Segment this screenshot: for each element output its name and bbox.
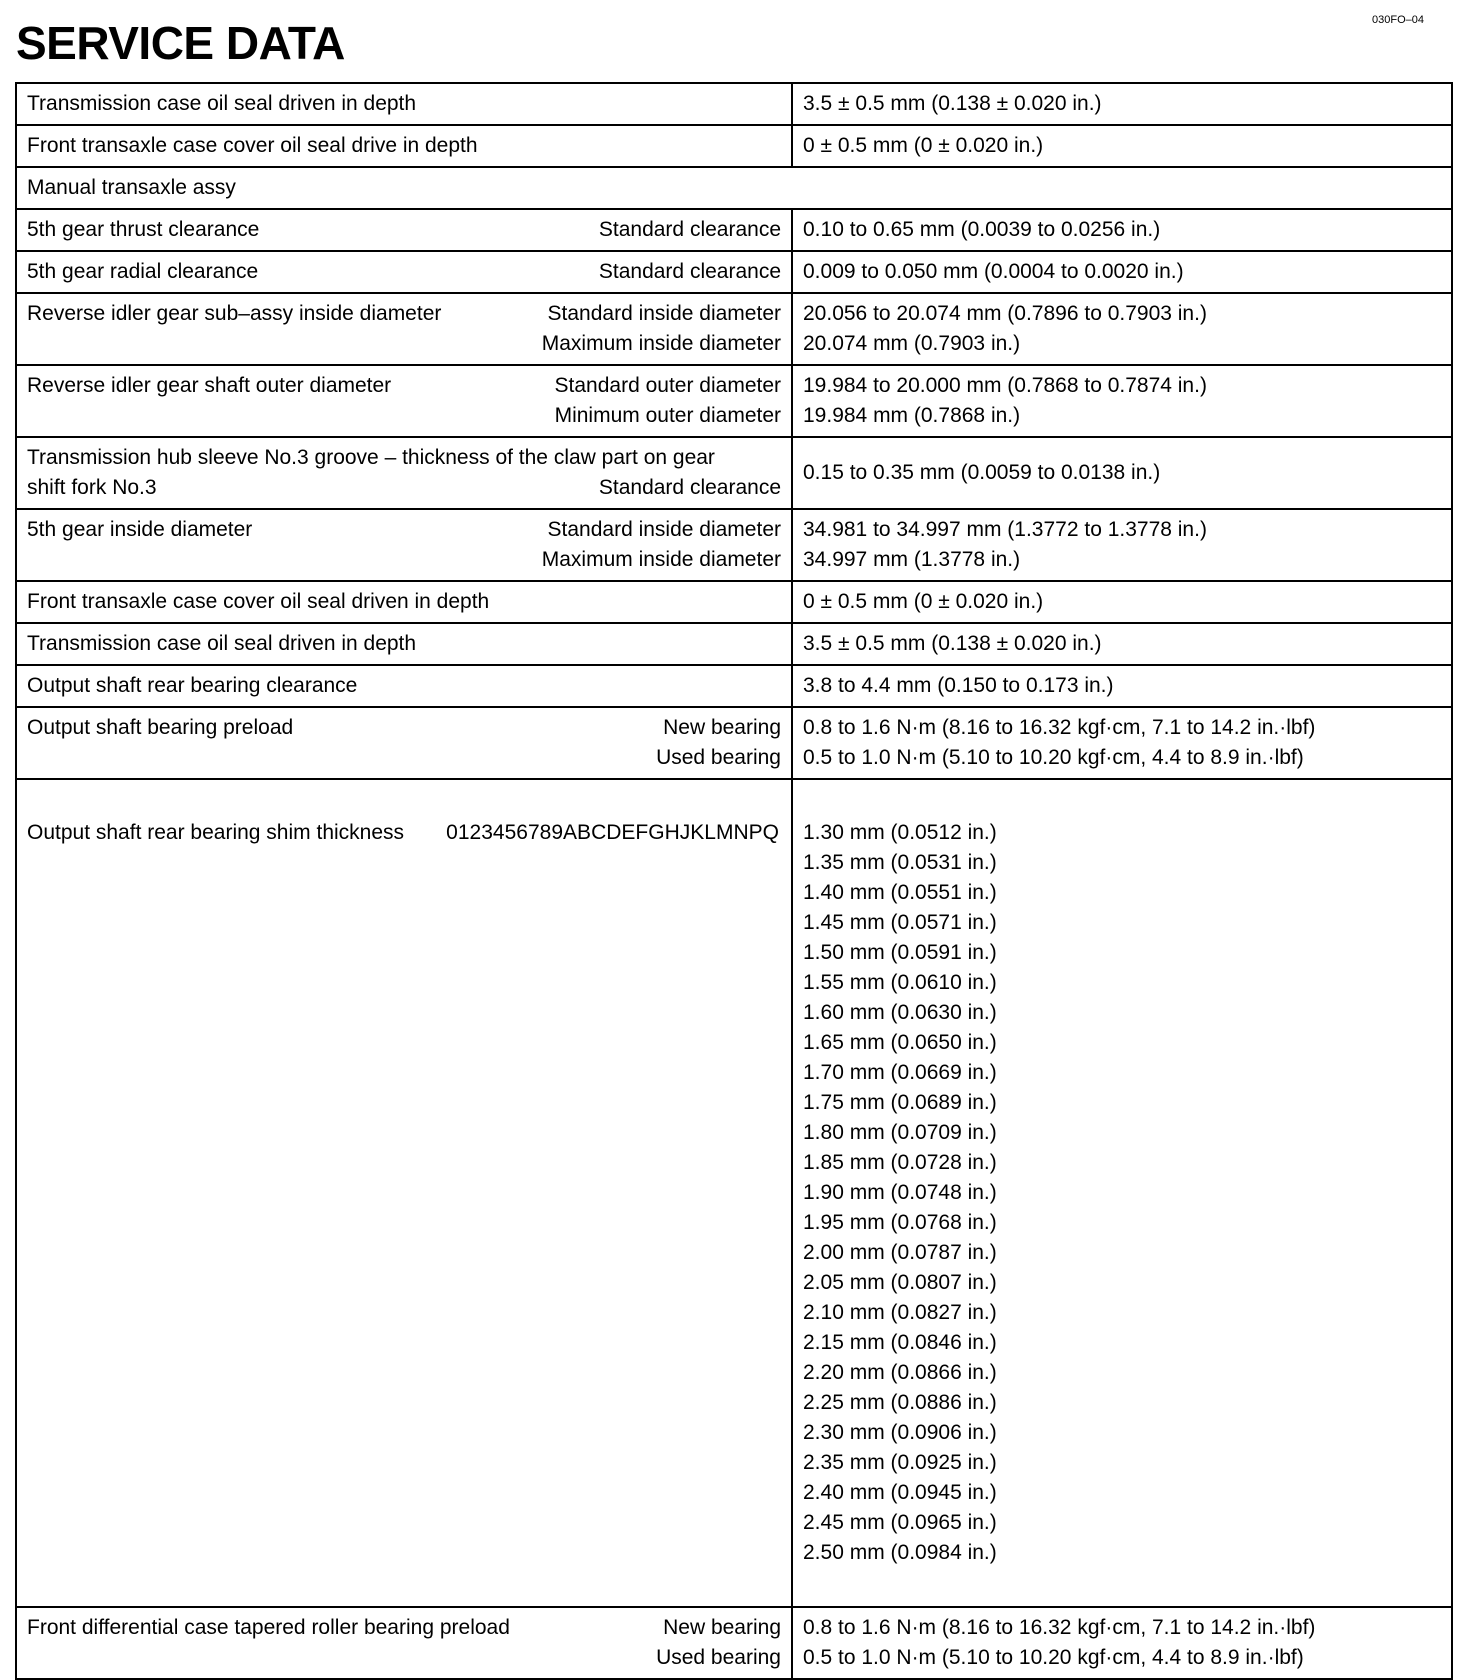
shim-thickness: 1.65 mm (0.0650 in.) — [803, 1031, 997, 1054]
table-row — [16, 209, 1452, 251]
spec-condition: Standard outer diameter — [554, 374, 781, 397]
shim-thickness: 2.15 mm (0.0846 in.) — [803, 1331, 997, 1354]
shim-code: 4 — [492, 821, 505, 844]
shim-code: N — [733, 821, 749, 844]
spec-value: 0.15 to 0.35 mm (0.0059 to 0.0138 in.) — [792, 437, 1452, 509]
spec-label-cell — [16, 365, 792, 437]
spec-label: 5th gear radial clearance — [27, 260, 259, 283]
shim-thickness: 1.95 mm (0.0768 in.) — [803, 1211, 997, 1234]
shim-code: M — [715, 821, 734, 844]
service-data-table — [15, 82, 1453, 1680]
shim-code: 8 — [539, 821, 552, 844]
page-title: SERVICE DATA — [16, 17, 345, 69]
table-row — [16, 665, 1452, 707]
shim-code: P — [748, 821, 763, 844]
spec-value: 34.997 mm (1.3778 in.) — [803, 548, 1021, 571]
spec-value: 0.5 to 1.0 N·m (5.10 to 10.20 kgf·cm, 4.4 to 8.9 in.·lbf) — [803, 746, 1304, 769]
shim-code: J — [679, 821, 691, 844]
spec-value: 20.074 mm (0.7903 in.) — [803, 332, 1021, 355]
spec-value: 19.984 to 20.000 mm (0.7868 to 0.7874 in.) — [803, 374, 1207, 397]
document-code: 030FO–04 — [1372, 14, 1424, 26]
shim-code: H — [664, 821, 680, 844]
spec-label-cell — [16, 1607, 792, 1679]
spec-label: Front transaxle case cover oil seal driven in depth — [16, 581, 792, 623]
spec-label: Output shaft rear bearing clearance — [16, 665, 792, 707]
spec-label-cell — [16, 293, 792, 365]
spec-label: 5th gear thrust clearance — [27, 218, 260, 241]
table-row — [16, 707, 1452, 779]
shim-thickness: 2.00 mm (0.0787 in.) — [803, 1241, 997, 1264]
spec-label: Front differential case tapered roller bearing preload — [27, 1616, 510, 1639]
shim-code-list — [446, 818, 781, 848]
spec-value-cell — [792, 365, 1452, 437]
shim-code: L — [704, 821, 716, 844]
shim-thickness: 2.10 mm (0.0827 in.) — [803, 1301, 997, 1324]
table-row — [16, 509, 1452, 581]
shim-thickness: 1.70 mm (0.0669 in.) — [803, 1061, 997, 1084]
table-row — [16, 83, 1452, 125]
shim-code: C — [591, 821, 607, 844]
shim-code: K — [690, 821, 705, 844]
spec-condition: Maximum inside diameter — [541, 332, 781, 355]
table-row — [16, 125, 1452, 167]
table-row — [16, 437, 1452, 509]
spec-label-cell — [16, 251, 792, 293]
shim-thickness: 2.20 mm (0.0866 in.) — [803, 1361, 997, 1384]
shim-code: 5 — [504, 821, 517, 844]
shim-thickness: 1.50 mm (0.0591 in.) — [803, 941, 997, 964]
shim-code: 1 — [457, 821, 470, 844]
shim-code: 3 — [481, 821, 493, 844]
spec-value: 0.009 to 0.050 mm (0.0004 to 0.0020 in.) — [792, 251, 1452, 293]
shim-thickness: 1.85 mm (0.0728 in.) — [803, 1151, 997, 1174]
shim-thickness: 2.40 mm (0.0945 in.) — [803, 1481, 997, 1504]
shim-thickness: 2.05 mm (0.0807 in.) — [803, 1271, 997, 1294]
shim-thickness: 1.30 mm (0.0512 in.) — [803, 821, 997, 844]
table-row — [16, 365, 1452, 437]
spec-condition: Standard clearance — [598, 476, 781, 499]
spec-value: 3.8 to 4.4 mm (0.150 to 0.173 in.) — [792, 665, 1452, 707]
spec-condition: Standard clearance — [598, 218, 781, 241]
shim-thickness: 1.40 mm (0.0551 in.) — [803, 881, 997, 904]
shim-code: A — [563, 821, 578, 844]
spec-label: Transmission hub sleeve No.3 groove – thickness of the claw part on gear — [27, 446, 715, 469]
shim-thickness: 2.30 mm (0.0906 in.) — [803, 1421, 997, 1444]
spec-value: 34.981 to 34.997 mm (1.3772 to 1.3778 in.) — [803, 518, 1207, 541]
shim-thickness: 1.75 mm (0.0689 in.) — [803, 1091, 997, 1114]
spec-condition: Minimum outer diameter — [554, 404, 781, 427]
spec-value: 20.056 to 20.074 mm (0.7896 to 0.7903 in.) — [803, 302, 1207, 325]
shim-value-list — [803, 818, 1441, 1568]
shim-thickness: 1.55 mm (0.0610 in.) — [803, 971, 997, 994]
shim-code: 9 — [551, 821, 564, 844]
table-row — [16, 167, 1452, 209]
spec-condition: Standard inside diameter — [547, 302, 781, 325]
shim-thickness: 1.45 mm (0.0571 in.) — [803, 911, 997, 934]
table-row — [16, 581, 1452, 623]
spec-label-cell — [16, 509, 792, 581]
table-row — [16, 293, 1452, 365]
shim-thickness: 2.45 mm (0.0965 in.) — [803, 1511, 997, 1534]
shim-code: 7 — [527, 821, 540, 844]
shim-code: E — [621, 821, 636, 844]
spec-condition: Maximum inside diameter — [541, 548, 781, 571]
spec-value: 0.10 to 0.65 mm (0.0039 to 0.0256 in.) — [792, 209, 1452, 251]
spec-label: Transmission case oil seal driven in depth — [16, 623, 792, 665]
shim-thickness: 1.35 mm (0.0531 in.) — [803, 851, 997, 874]
spec-condition: Used bearing — [656, 746, 781, 769]
table-row — [16, 623, 1452, 665]
shim-code: G — [648, 821, 665, 844]
spec-value: 0.8 to 1.6 N·m (8.16 to 16.32 kgf·cm, 7.1 to 14.2 in.·lbf) — [803, 1616, 1316, 1639]
table-row — [16, 779, 1452, 1607]
spec-value: 0.5 to 1.0 N·m (5.10 to 10.20 kgf·cm, 4.4 to 8.9 in.·lbf) — [803, 1646, 1304, 1669]
shim-code: F — [635, 821, 649, 844]
spec-value-cell — [792, 707, 1452, 779]
shim-code: Q — [762, 821, 779, 844]
shim-code: B — [577, 821, 592, 844]
shim-code: D — [606, 821, 622, 844]
spec-value-cell — [792, 1607, 1452, 1679]
spec-value: 3.5 ± 0.5 mm (0.138 ± 0.020 in.) — [792, 623, 1452, 665]
spec-value-cell — [792, 293, 1452, 365]
spec-condition: New bearing — [663, 716, 781, 739]
shim-thickness: 2.35 mm (0.0925 in.) — [803, 1451, 997, 1474]
spec-label: Front transaxle case cover oil seal drive in depth — [16, 125, 792, 167]
spec-value: 0 ± 0.5 mm (0 ± 0.020 in.) — [792, 125, 1452, 167]
shim-code: 6 — [516, 821, 528, 844]
spec-value: 0.8 to 1.6 N·m (8.16 to 16.32 kgf·cm, 7.1 to 14.2 in.·lbf) — [803, 716, 1316, 739]
spec-label: Output shaft bearing preload — [27, 716, 294, 739]
shim-code: 2 — [469, 821, 482, 844]
section-heading: Manual transaxle assy — [16, 167, 1452, 209]
spec-value: 0 ± 0.5 mm (0 ± 0.020 in.) — [792, 581, 1452, 623]
spec-value: 19.984 mm (0.7868 in.) — [803, 404, 1021, 427]
spec-label-cell — [16, 437, 792, 509]
spec-condition: Used bearing — [656, 1646, 781, 1669]
shim-value-cell — [792, 779, 1452, 1607]
shim-thickness: 2.50 mm (0.0984 in.) — [803, 1541, 997, 1564]
spec-value-cell — [792, 509, 1452, 581]
spec-label-cell — [16, 209, 792, 251]
spec-label-cell — [16, 707, 792, 779]
spec-label: 5th gear inside diameter — [27, 518, 253, 541]
shim-code: 0 — [446, 821, 458, 844]
spec-label: Reverse idler gear sub–assy inside diameter — [27, 302, 442, 325]
table-row — [16, 251, 1452, 293]
spec-label-continued: shift fork No.3 — [27, 476, 157, 499]
shim-thickness: 2.25 mm (0.0886 in.) — [803, 1391, 997, 1414]
table-row — [16, 1607, 1452, 1679]
spec-label: Reverse idler gear shaft outer diameter — [27, 374, 392, 397]
spec-label: Transmission case oil seal driven in depth — [16, 83, 792, 125]
shim-thickness: 1.90 mm (0.0748 in.) — [803, 1181, 997, 1204]
spec-value: 3.5 ± 0.5 mm (0.138 ± 0.020 in.) — [792, 83, 1452, 125]
shim-thickness: 1.80 mm (0.0709 in.) — [803, 1121, 997, 1144]
spec-condition: New bearing — [663, 1616, 781, 1639]
spec-condition: Standard clearance — [598, 260, 781, 283]
shim-thickness: 1.60 mm (0.0630 in.) — [803, 1001, 997, 1024]
shim-label-cell — [16, 779, 792, 1607]
spec-label: Output shaft rear bearing shim thickness — [27, 821, 405, 844]
spec-condition: Standard inside diameter — [547, 518, 781, 541]
